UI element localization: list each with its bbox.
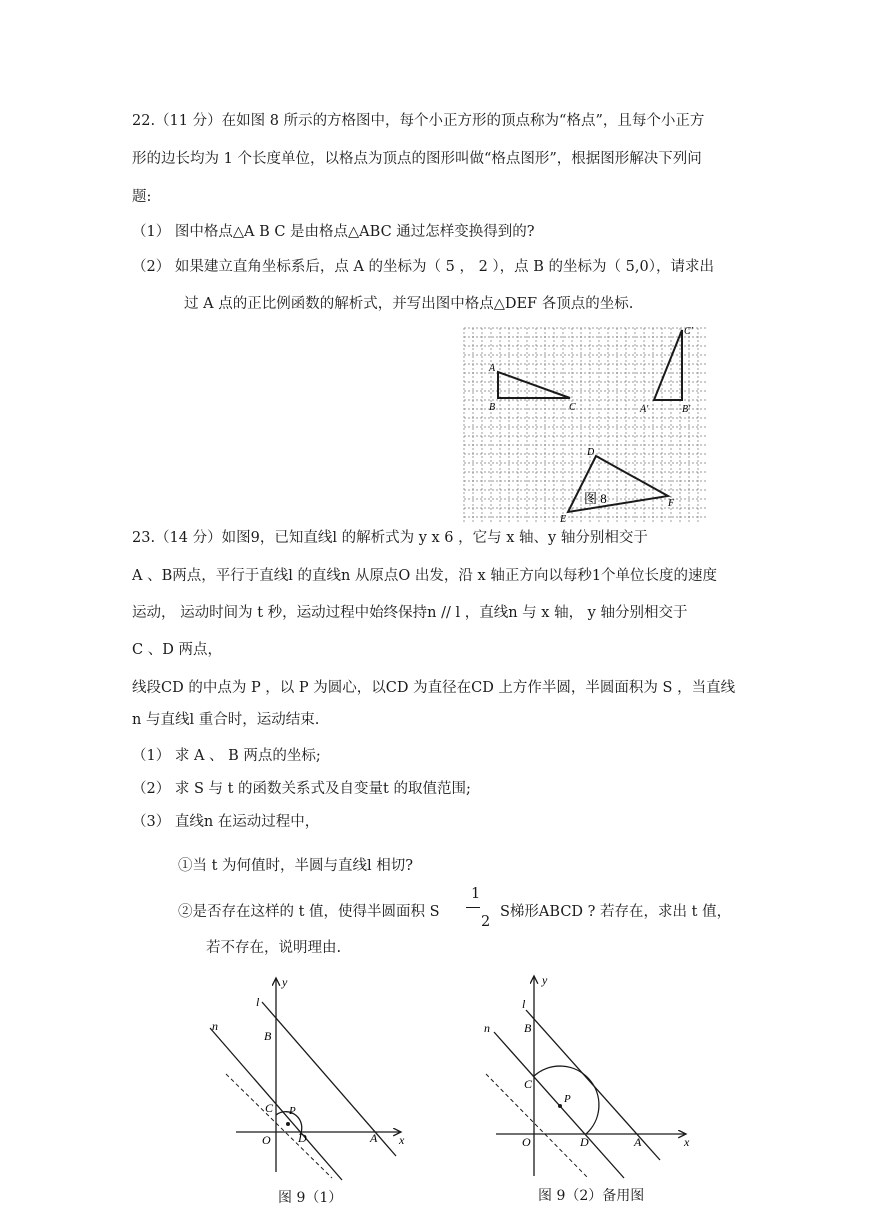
label-n: n: [212, 1019, 218, 1033]
label-x: x: [684, 1135, 690, 1149]
label-y: y: [282, 975, 288, 989]
label-b: B: [524, 1021, 532, 1035]
label-a-prime: A': [640, 404, 649, 415]
label-x: x: [399, 1133, 405, 1147]
figure-9-1-caption: 图 9（1）: [278, 1190, 343, 1206]
q23-sub2: （2） 求 S 与 t 的函数关系式及自变量t 的取值范围;: [132, 781, 471, 797]
label-l: l: [522, 997, 526, 1011]
q23-sub3-a: ①当 t 为何值时，半圆与直线l 相切?: [178, 858, 414, 874]
q22-part2-cont: 过 A 点的正比例函数的解析式，并写出图中格点△DEF 各顶点的坐标.: [184, 296, 634, 312]
label-c: C: [569, 402, 576, 413]
label-c: C: [265, 1101, 274, 1115]
figure-8-caption: 图 8: [584, 491, 607, 506]
q23-line3: 运动， 运动时间为 t 秒，运动过程中始终保持n // l ，直线n 与 x 轴， y 轴分别相交于: [132, 605, 688, 621]
q23-line6: n 与直线l 重合时，运动结束.: [132, 712, 320, 728]
point-p: [286, 1122, 290, 1126]
fraction-numerator: 1: [471, 886, 481, 902]
label-e: E: [560, 514, 567, 525]
label-o: O: [262, 1133, 271, 1147]
label-d: D: [587, 447, 595, 458]
point-p: [558, 1104, 562, 1108]
figure-9-2: [476, 970, 706, 1182]
dashed-line: [226, 1074, 332, 1178]
q22-line2: 形的边长均为 1 个长度单位，以格点为顶点的图形叫做“格点图形”，根据图形解决下列问: [132, 151, 702, 167]
label-y: y: [542, 973, 548, 987]
label-p: P: [289, 1105, 296, 1117]
label-f: F: [668, 498, 675, 509]
q23-sub1: （1） 求 A 、 B 两点的坐标;: [132, 748, 321, 764]
q23-line1: 23.（14 分）如图9，已知直线l 的解析式为 y x 6 ，它与 x 轴、y 轴分别相交于: [132, 530, 648, 546]
figure-9-1: [196, 972, 426, 1182]
label-b: B: [489, 402, 496, 413]
figure-8-grid: [462, 326, 712, 526]
label-d: D: [298, 1131, 307, 1145]
dashed-line: [486, 1074, 588, 1178]
q23-line2: A 、B两点，平行于直线l 的直线n 从原点O 出发，沿 x 轴正方向以每秒1个单位长度的速度: [132, 568, 718, 584]
q23-line4: C 、D 两点，: [132, 642, 222, 658]
fraction-denominator: 2: [481, 914, 491, 930]
triangle-abc-prime: [654, 330, 682, 400]
label-c: C: [524, 1077, 533, 1091]
label-a: A: [370, 1131, 378, 1145]
label-o: O: [522, 1135, 531, 1149]
label-l: l: [256, 995, 260, 1009]
label-b: B: [264, 1029, 272, 1043]
label-p: P: [564, 1093, 571, 1105]
label-b-prime: B': [682, 404, 691, 415]
q22-part2: （2） 如果建立直角坐标系后，点 A 的坐标为（ 5 ， 2 ），点 B 的坐标为（ 5,0），请求出: [132, 259, 714, 275]
q22-line1: 22.（11 分）在如图 8 所示的方格图中，每个小正方形的顶点称为“格点”，且每个小正方: [132, 113, 705, 129]
q23-sub3-b-pre: ②是否存在这样的 t 值，使得半圆面积 S: [178, 904, 440, 920]
fraction-bar: [466, 907, 480, 908]
label-a: A: [634, 1135, 642, 1149]
q22-part1: （1） 图中格点△A B C 是由格点△ABC 通过怎样变换得到的?: [132, 224, 535, 240]
figure-9-2-caption: 图 9（2）备用图: [538, 1188, 645, 1204]
q22-line3: 题:: [132, 189, 152, 205]
q23-sub3: （3） 直线n 在运动过程中，: [132, 814, 320, 830]
q23-sub3-b-post: S梯形ABCD ? 若存在，求出 t 值，: [500, 904, 732, 920]
q23-line5: 线段CD 的中点为 P ，以 P 为圆心，以CD 为直径在CD 上方作半圆，半圆面积为 S ，当直线: [132, 680, 736, 696]
label-d: D: [580, 1135, 589, 1149]
q23-sub3-c: 若不存在，说明理由.: [206, 940, 342, 956]
label-c-prime: C': [684, 326, 693, 337]
label-n: n: [484, 1021, 490, 1035]
label-a: A: [489, 363, 496, 374]
